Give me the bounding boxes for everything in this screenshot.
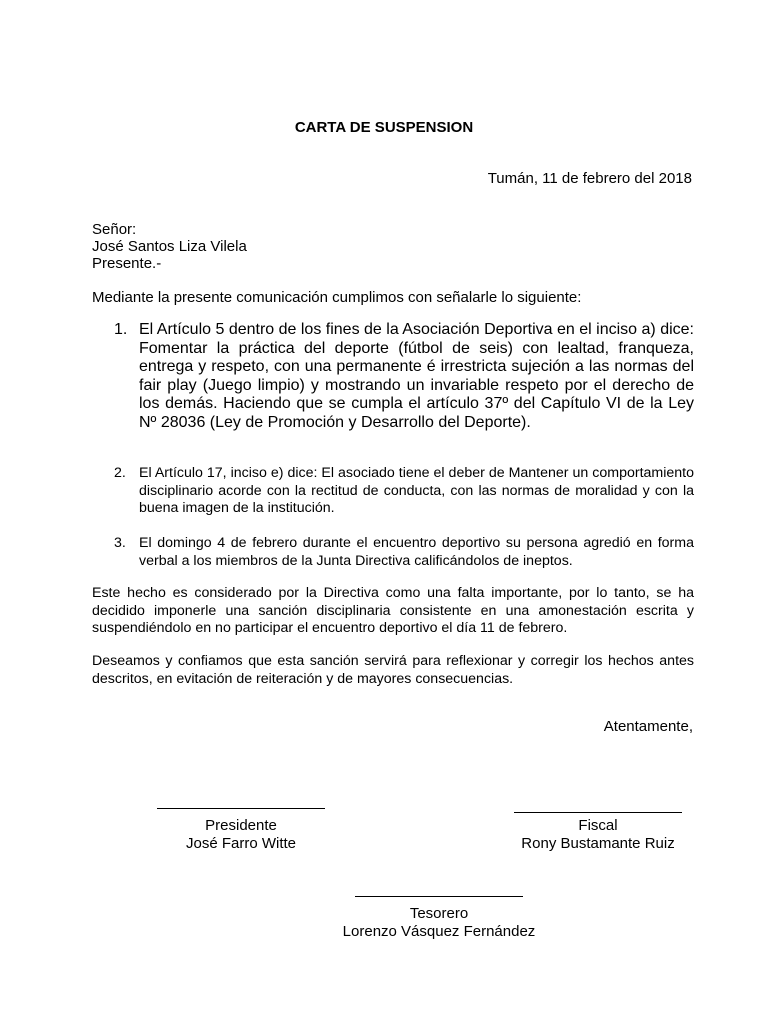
list-item-number: 1. [114,321,128,338]
signature-line [355,896,523,897]
intro-paragraph: Mediante la presente comunicación cumplimos con señalarle lo siguiente: [92,289,582,306]
signature-name: José Farro Witte [185,835,297,852]
list-item-text: El Artículo 5 dentro de los fines de la Asociación Deportiva en el inciso a) dice: Fomentar la práctica del deporte (fútbol de seis) con lealtad, franqueza, entrega y respeto, con una permanente é irrestricta sujeción a las normas del fair play (Juego limpio) y mostrando un invariable respeto por el derecho de los demás. Haciendo que se cumpla el artículo 37º del Capítulo VI de la Ley Nº 28036 (Ley de Promoción y Desarrollo del Deporte). [139,321,694,431]
recipient-name: José Santos Liza Vilela [92,238,247,255]
signature-line [157,808,325,809]
signature-name: Lorenzo Vásquez Fernández [342,923,536,940]
signature-president [121,808,361,853]
recipient-block [92,221,247,272]
body-paragraph: Este hecho es considerado por la Directiva como una falta importante, por lo tanto, se ha decidido imponerle una sanción disciplinaria consistente en una amonestación escrita y suspendiéndolo en no participar el encuentro deportivo el día 11 de febrero. [92,585,694,636]
letter-date: Tumán, 11 de febrero del 2018 [487,170,692,187]
list-item [92,321,694,432]
list-item-text: El Artículo 17, inciso e) dice: El asociado tiene el deber de Mantener un comportamiento disciplinario acorde con la rectitud de conducta, con las normas de moralidad y con la buena imagen de la institución. [139,465,694,516]
closing: Atentamente, [603,718,693,735]
recipient-presente: Presente.- [92,255,162,272]
signature-role: Presidente [205,817,277,834]
signature-tesorero [319,896,559,941]
letter-title: CARTA DE SUSPENSION [294,119,474,136]
list-item [92,535,694,570]
body-paragraph: Deseamos y confiamos que esta sanción servirá para reflexionar y corregir los hechos antes descritos, en evitación de reiteración y de mayores consecuencias. [92,653,694,687]
list-item [92,465,694,518]
list-item-number: 3. [114,535,126,551]
list-item-text: El domingo 4 de febrero durante el encuentro deportivo su persona agredió en forma verbal a los miembros de la Junta Directiva calificándolos de ineptos. [139,535,694,569]
list-item-number: 2. [114,465,126,481]
signature-role: Tesorero [409,905,469,922]
recipient-salutation: Señor: [92,221,137,238]
signature-role: Fiscal [578,817,618,834]
signature-line [514,812,682,813]
signature-name: Rony Bustamante Ruiz [521,835,675,852]
signature-fiscal [478,812,718,853]
